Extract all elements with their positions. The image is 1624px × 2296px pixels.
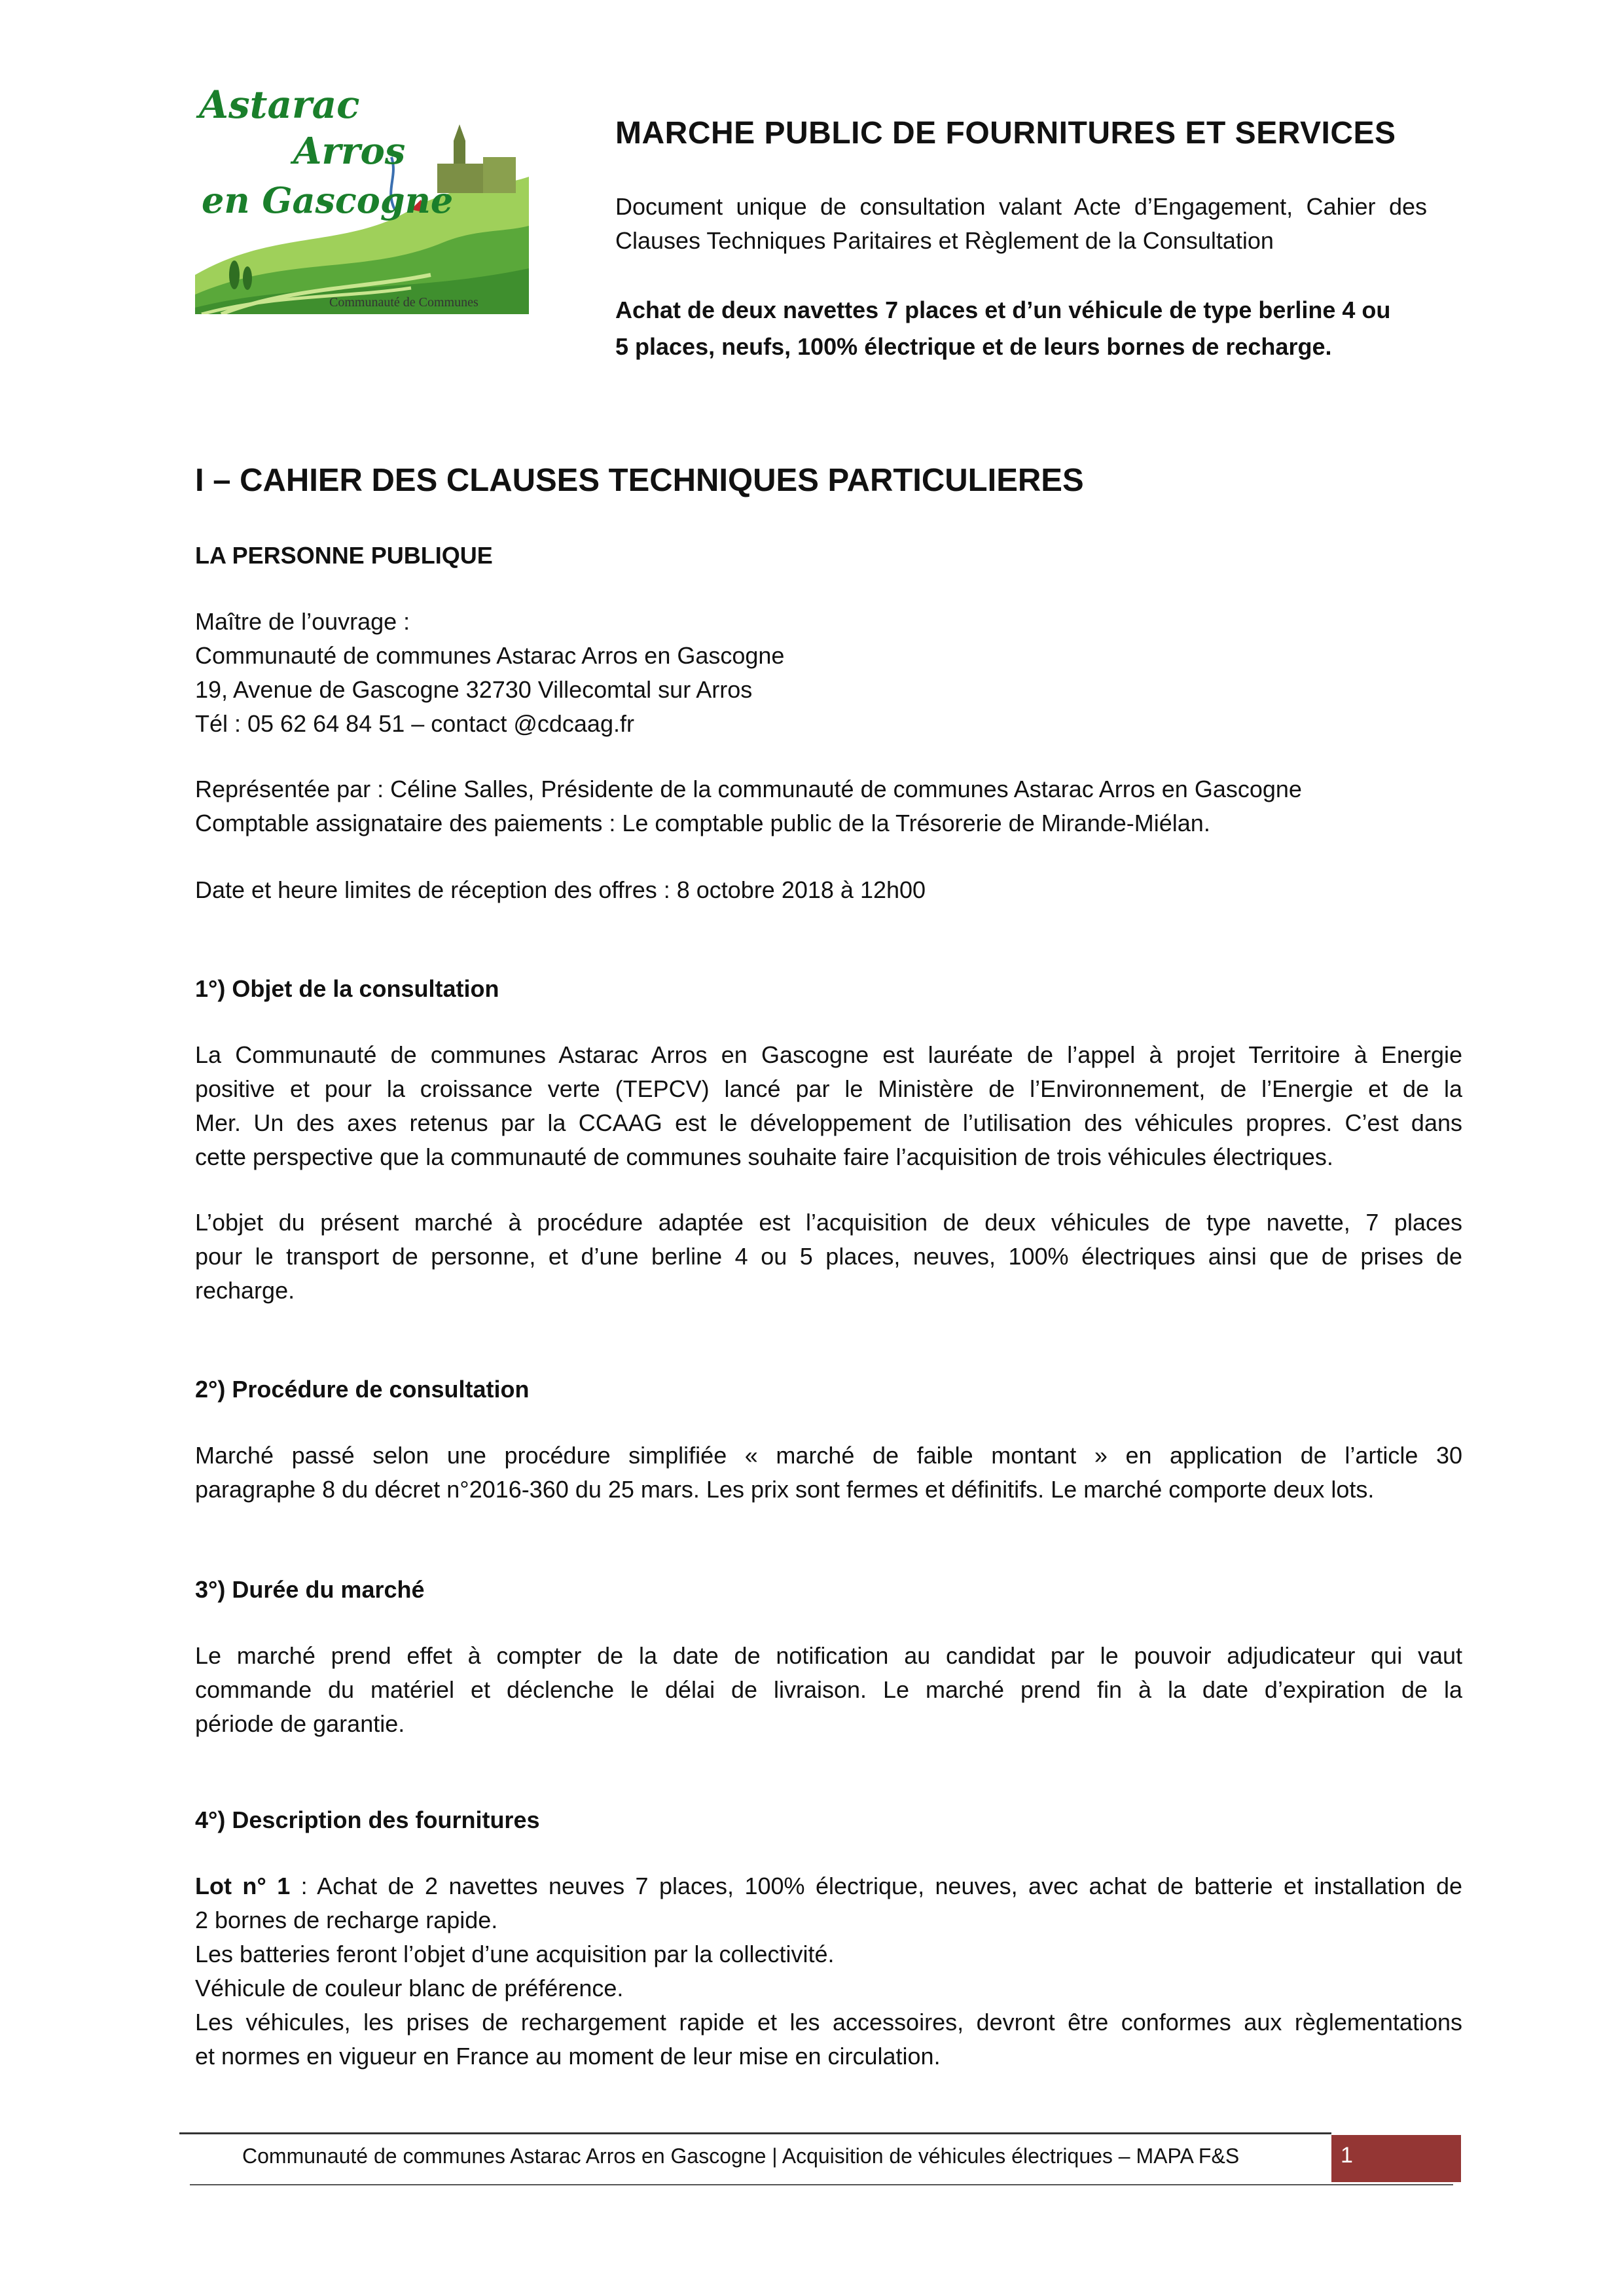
page-number: 1 — [1341, 2143, 1353, 2168]
logo-line3: en Gascogne — [202, 179, 454, 221]
document-title: MARCHE PUBLIC DE FOURNITURES ET SERVICES — [615, 116, 1396, 151]
duree-paragraph — [195, 1639, 1462, 1741]
document-object-line1: Achat de deux navettes 7 places et d’un véhicule de type berline 4 ou — [615, 296, 1391, 323]
lot1-text: : Achat de 2 navettes neuves 7 places, 100% électrique, neuves, avec achat de batterie et installation de — [290, 1873, 1462, 1899]
procedure-paragraph — [195, 1439, 1462, 1507]
procedure-line1: Marché passé selon une procédure simplifiée « marché de faible montant » en application de l’article 30 — [195, 1442, 1462, 1469]
duree-line2: commande du matériel et déclenche le délai de livraison. Le marché prend fin à la date d’expiration de la — [195, 1676, 1462, 1703]
conformity-line1: Les véhicules, les prises de rechargement rapide et les accessoires, devront être conformes aux règlementations — [195, 2009, 1462, 2036]
organisation-address: 19, Avenue de Gascogne 32730 Villecomtal sur Arros — [195, 676, 753, 703]
represented-by: Représentée par : Céline Salles, Présidente de la communauté de communes Astarac Arros en Gascogne — [195, 776, 1302, 802]
accountant: Comptable assignataire des paiements : Le comptable public de la Trésorerie de Mirande-Miélan. — [195, 810, 1210, 836]
logo — [195, 79, 529, 314]
objet-paragraph-1 — [195, 1038, 1462, 1174]
objet-p1-line1: La Communauté de communes Astarac Arros en Gascogne est lauréate de l’appel à projet Territoire à Energie — [195, 1041, 1462, 1068]
lot1-label: Lot n° 1 — [195, 1873, 291, 1899]
footer-text: Communauté de communes Astarac Arros en Gascogne | Acquisition de véhicules électriques – MAPA F&S — [242, 2144, 1240, 2168]
procedure-line2: paragraphe 8 du décret n°2016-360 du 25 mars. Les prix sont fermes et définitifs. Le marché comporte deux lots. — [195, 1476, 1375, 1503]
offers-deadline-text: Date et heure limites de réception des offres : 8 octobre 2018 à 12h00 — [195, 876, 926, 903]
maitre-ouvrage-block — [195, 605, 1462, 741]
organisation-contact: Tél : 05 62 64 84 51 – contact @cdcaag.fr — [195, 710, 634, 737]
document-object — [615, 292, 1427, 365]
logo-line2: Arros — [293, 130, 406, 173]
conformity-line2: et normes en vigueur en France au moment de leur mise en circulation. — [195, 2043, 941, 2070]
logo-line1: Astarac — [199, 82, 360, 127]
footer-bottom-rule — [190, 2184, 1453, 2185]
footer-page-number-box — [1331, 2135, 1461, 2182]
document-object-line2: 5 places, neufs, 100% électrique et de leurs bornes de recharge. — [615, 333, 1332, 360]
maitre-ouvrage-label: Maître de l’ouvrage : — [195, 608, 410, 635]
section-title: I – CAHIER DES CLAUSES TECHNIQUES PARTICULIERES — [195, 463, 1084, 498]
lot1-line2: 2 bornes de recharge rapide. — [195, 1907, 498, 1933]
offers-deadline — [195, 873, 1462, 907]
document-description: Document unique de consultation valant Acte d’Engagement, Cahier des Clauses Techniques Paritaires et Règlement de la Consultation — [615, 193, 1427, 254]
description-heading: 4°) Description des fournitures — [195, 1806, 540, 1833]
objet-p1-line4: cette perspective que la communauté de communes souhaite faire l’acquisition de trois véhicules électriques. — [195, 1143, 1333, 1170]
objet-p2-line3: recharge. — [195, 1277, 295, 1304]
representation-block — [195, 772, 1462, 840]
logo-graphic — [195, 79, 529, 314]
duree-line3: période de garantie. — [195, 1710, 405, 1737]
objet-p1-line3: Mer. Un des axes retenus par la CCAAG est le développement de l’utilisation des véhicules propres. C’est dans — [195, 1109, 1462, 1136]
objet-p1-line2: positive et pour la croissance verte (TEPCV) lancé par le Ministère de l’Environnement, de l’Energie et de la — [195, 1075, 1462, 1102]
lot1-line1 — [195, 1869, 1462, 1903]
duree-line1: Le marché prend effet à compter de la date de notification au candidat par le pouvoir adjudicateur qui vaut — [195, 1642, 1462, 1669]
objet-p2-line2: pour le transport de personne, et d’une berline 4 ou 5 places, neuves, 100% électriques ainsi que de prises de — [195, 1243, 1462, 1270]
logo-subtitle: Communauté de Communes — [329, 295, 478, 310]
procedure-heading: 2°) Procédure de consultation — [195, 1376, 530, 1403]
organisation-name: Communauté de communes Astarac Arros en Gascogne — [195, 642, 785, 669]
duree-heading: 3°) Durée du marché — [195, 1576, 425, 1603]
color-line: Véhicule de couleur blanc de préférence. — [195, 1975, 624, 2001]
objet-paragraph-2 — [195, 1206, 1462, 1308]
footer-top-rule — [179, 2132, 1331, 2134]
objet-p2-line1: L’objet du présent marché à procédure adaptée est l’acquisition de deux véhicules de type navette, 7 places — [195, 1209, 1462, 1236]
objet-heading: 1°) Objet de la consultation — [195, 975, 499, 1002]
batteries-line: Les batteries feront l’objet d’une acquisition par la collectivité. — [195, 1941, 835, 1967]
personne-publique-heading: LA PERSONNE PUBLIQUE — [195, 542, 493, 569]
description-block — [195, 1869, 1462, 2073]
